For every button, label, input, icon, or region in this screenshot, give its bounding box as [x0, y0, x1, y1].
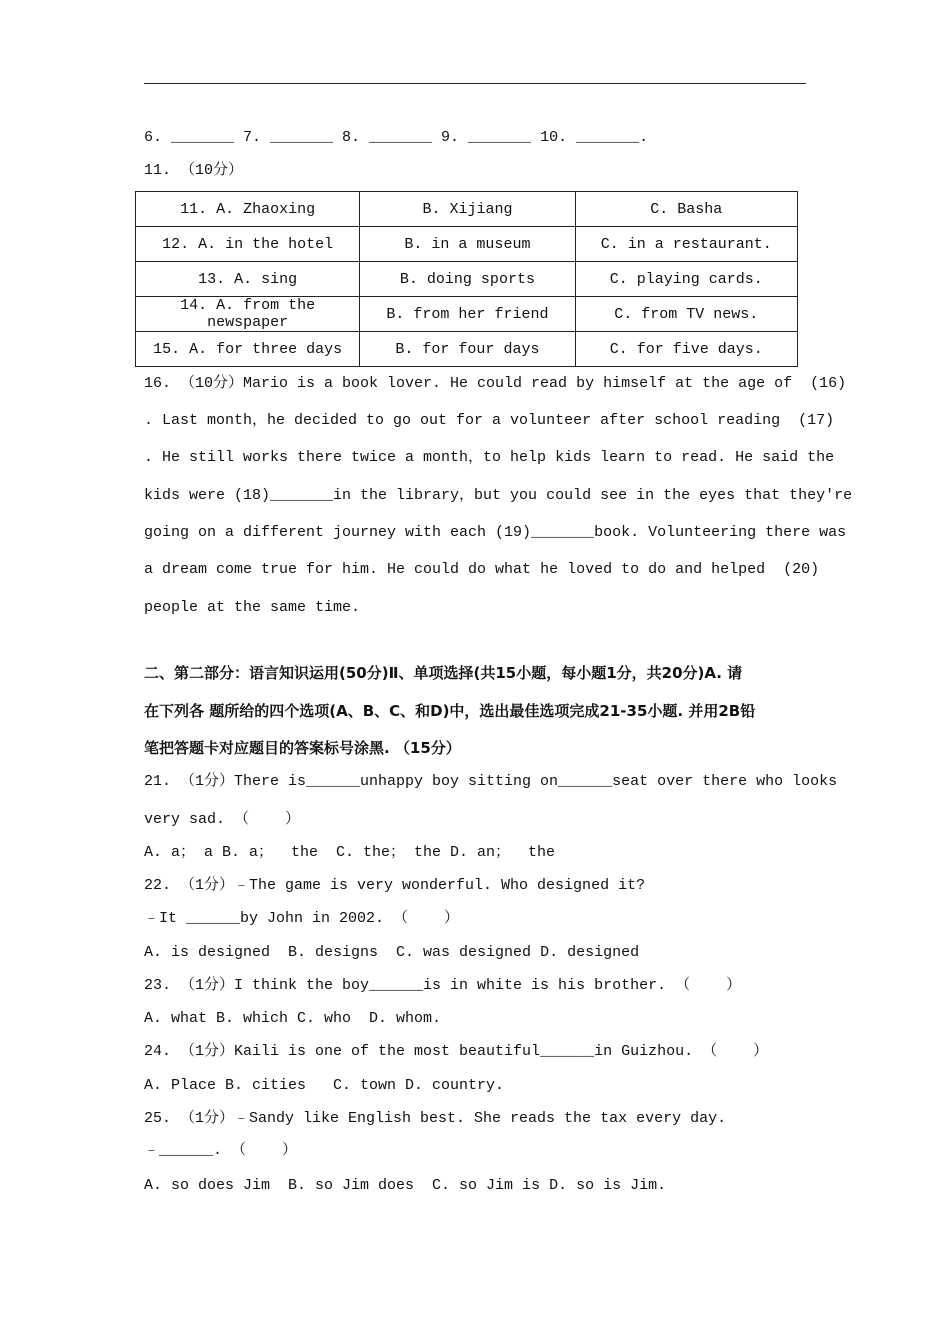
section-heading-line: 二、第二部分：语言知识运用(50分)Ⅱ、单项选择(共15小题，每小题1分，共20分)A. 请 [144, 664, 743, 682]
question-23-options: A. what B. which C. who D. whom. [144, 1010, 442, 1027]
table-row [136, 192, 798, 227]
option-b: B. for four days [360, 332, 575, 367]
option-a: 12. A. in the hotel [136, 227, 360, 262]
passage-line: a dream come true for him. He could do what he loved to do and helped (20) [144, 561, 820, 578]
option-b: B. Xijiang [360, 192, 575, 227]
option-b: B. in a museum [360, 227, 575, 262]
option-c: C. Basha [575, 192, 797, 227]
question-11-header: 11. （10分） [144, 162, 244, 179]
question-23: 23. （1分）I think the boy______is in white is his brother. （ ） [144, 977, 742, 994]
option-b: B. from her friend [360, 297, 575, 332]
question-24: 24. （1分）Kaili is one of the most beautiful______in Guizhou. （ ） [144, 1043, 769, 1060]
question-22: 22. （1分）﹣The game is very wonderful. Who designed it? [144, 877, 646, 894]
option-a: 14. A. from the newspaper [136, 297, 360, 332]
answer-blanks-6-10: 6. _______ 7. _______ 8. _______ 9. _______ 10. _______. [144, 129, 649, 146]
header-rule [144, 83, 806, 84]
table-row [136, 262, 798, 297]
passage-line: . He still works there twice a month，to help kids learn to read. He said the [144, 449, 835, 466]
question-21-cont: very sad. （ ） [144, 811, 301, 828]
passage-line: going on a different journey with each (19)_______book. Volunteering there was [144, 524, 847, 541]
question-24-options: A. Place B. cities C. town D. country. [144, 1077, 505, 1094]
question-21-options: A. a； a B. a； the C. the； the D. an； the [144, 844, 556, 861]
question-22-options: A. is designed B. designs C. was designed D. designed [144, 944, 640, 961]
listening-options-table [135, 191, 798, 367]
passage-line: people at the same time. [144, 599, 361, 616]
option-c: C. playing cards. [575, 262, 797, 297]
option-c: C. for five days. [575, 332, 797, 367]
option-b: B. doing sports [360, 262, 575, 297]
passage-line: kids were (18)_______in the library，but you could see in the eyes that they're [144, 487, 853, 504]
option-a: 11. A. Zhaoxing [136, 192, 360, 227]
table-row [136, 332, 798, 367]
question-21: 21. （1分）There is______unhappy boy sitting on______seat over there who looks [144, 773, 838, 790]
passage-line: 16. （10分）Mario is a book lover. He could read by himself at the age of (16) [144, 375, 847, 392]
option-a: 15. A. for three days [136, 332, 360, 367]
table-row [136, 297, 798, 332]
passage-line: . Last month，he decided to go out for a volunteer after school reading (17) [144, 412, 835, 429]
section-heading-line: 在下列各 题所给的四个选项(A、B、C、和D)中，选出最佳选项完成21-35小题. 并用2B铅 [144, 702, 756, 720]
question-22-cont: ﹣It ______by John in 2002. （ ） [144, 910, 460, 927]
option-c: C. in a restaurant. [575, 227, 797, 262]
option-c: C. from TV news. [575, 297, 797, 332]
question-25-cont: ﹣______. （ ） [144, 1142, 298, 1159]
question-25: 25. （1分）﹣Sandy like English best. She reads the tax every day. [144, 1110, 727, 1127]
table-row [136, 227, 798, 262]
option-a: 13. A. sing [136, 262, 360, 297]
question-25-options: A. so does Jim B. so Jim does C. so Jim is D. so is Jim. [144, 1177, 667, 1194]
section-heading-line: 笔把答题卡对应题目的答案标号涂黑. （15分） [144, 739, 461, 757]
